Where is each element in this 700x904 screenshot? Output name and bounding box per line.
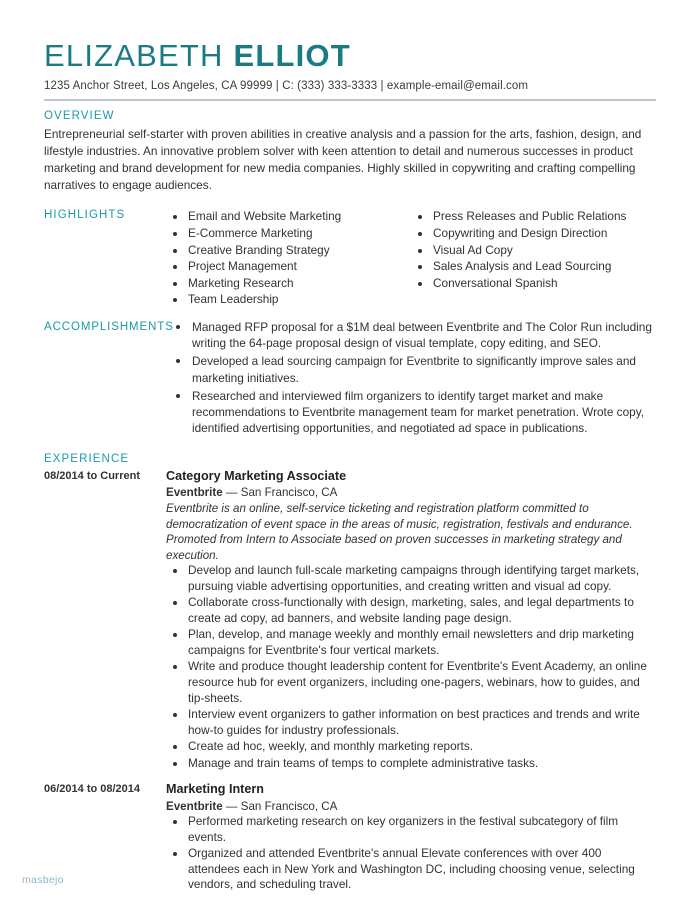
job-location: — San Francisco, CA [222,800,338,814]
highlights-column-right [411,209,656,308]
job-company: Eventbrite [166,800,223,814]
job-dates: 06/2014 to 08/2014 [44,783,141,796]
list-item: Team Leadership [166,292,411,308]
list-item: Create ad hoc, weekly, and monthly marketing reports. [166,739,656,755]
job-bullets [166,814,656,893]
section-title-accomplishments-wrap [44,319,174,333]
accomplishments-list [166,319,656,437]
highlights-list-right [411,209,656,291]
job-company-line [166,799,656,814]
job-company: Eventbrite [166,486,223,500]
contact-line: 1235 Anchor Street, Los Angeles, CA 99999 | C: (333) 333-3333 | example-email@email.com [44,80,529,92]
section-title-highlights-wrap [44,207,166,221]
section-experience [44,453,656,894]
job-title: Category Marketing Associate [166,468,347,483]
list-item: Developed a lead sourcing campaign for Eventbrite to significantly improve sales and marketing initiatives. [166,353,656,386]
job-title: Marketing Intern [166,782,264,797]
list-item: Conversational Spanish [411,276,656,292]
list-item: Marketing Research [166,276,411,292]
job-company-line [166,485,656,500]
list-item: Organized and attended Eventbrite's annual Elevate conferences with over 400 attendees each in New York and Washington DC, including choosing venue, selecting vendors, and scheduling travel. [166,846,656,893]
list-item: Interview event organizers to gather information on best practices and trends and write how-to guides for industry professionals. [166,707,656,738]
section-accomplishments [44,319,656,439]
job-location: — San Francisco, CA [222,486,338,500]
list-item: Email and Website Marketing [166,209,411,225]
list-item: Creative Branding Strategy [166,243,411,259]
last-name: ELLIOT [233,38,351,73]
list-item: Performed marketing research on key organizers in the festival subcategory of film events. [166,814,656,845]
list-item: Write and produce thought leadership content for Eventbrite's Event Academy, an online resource hub for event organizers, including one-pagers, webinars, how to guides, and tip-sheets. [166,659,656,706]
list-item: Collaborate cross-functionally with design, marketing, sales, and legal departments to create ad copy, ad banners, and website landing page design. [166,595,656,626]
job-blurb: Eventbrite is an online, self-service ticketing and registration platform committed to democratization of event space in the areas of music, registration, festivals and endurance. Promoted from Intern to Associate based on proven successes in marketing strategy and execution. [166,502,633,562]
highlights-column-left [166,209,411,308]
job-dates: 08/2014 to Current [44,469,140,482]
overview-body: Entrepreneurial self-starter with proven abilities in creative analysis and a passion for the arts, fashion, design, and lifestyle industries. An innovative problem solver with keen attention to detail and numerous successes in product marketing and brand development for new media companies. Highly skilled in copywriting and crafting compelling narratives to engage audiences. [44,127,642,192]
watermark: masbejo [22,874,64,886]
list-item: Managed RFP proposal for a $1M deal between Eventbrite and The Color Run including writing the 64-page proposal design of visual template, copy editing, and SEO. [166,319,656,352]
list-item: Copywriting and Design Direction [411,226,656,242]
first-name: ELIZABETH [44,38,224,73]
section-highlights [44,207,656,308]
list-item: Project Management [166,259,411,275]
list-item: Press Releases and Public Relations [411,209,656,225]
list-item: Visual Ad Copy [411,243,656,259]
section-overview [44,110,656,193]
job-bullets [166,563,656,771]
header-divider [44,99,656,101]
section-title-overview: OVERVIEW [44,110,115,122]
section-title-highlights: HIGHLIGHTS [44,209,126,222]
list-item: Plan, develop, and manage weekly and monthly email newsletters and drip marketing campaigns for Eventbrite's four vertical markets. [166,627,656,658]
list-item: E-Commerce Marketing [166,226,411,242]
candidate-name [44,38,656,74]
list-item: Develop and launch full-scale marketing campaigns through identifying target markets, pursuing viable advertising opportunities, and creating written and visual ad copy. [166,563,656,594]
experience-entry [44,782,656,894]
list-item: Researched and interviewed film organizers to identify target market and make recommendations to Eventbrite management team for market penetration. Wrote copy, identified advertising opportunities, and negotiated ad space in publications. [166,388,656,437]
section-title-experience: EXPERIENCE [44,452,130,465]
highlights-list-left [166,209,411,307]
list-item: Manage and train teams of temps to complete administrative tasks. [166,756,656,772]
list-item: Sales Analysis and Lead Sourcing [411,259,656,275]
experience-entry [44,469,656,773]
section-title-accomplishments: ACCOMPLISHMENTS [44,320,174,333]
